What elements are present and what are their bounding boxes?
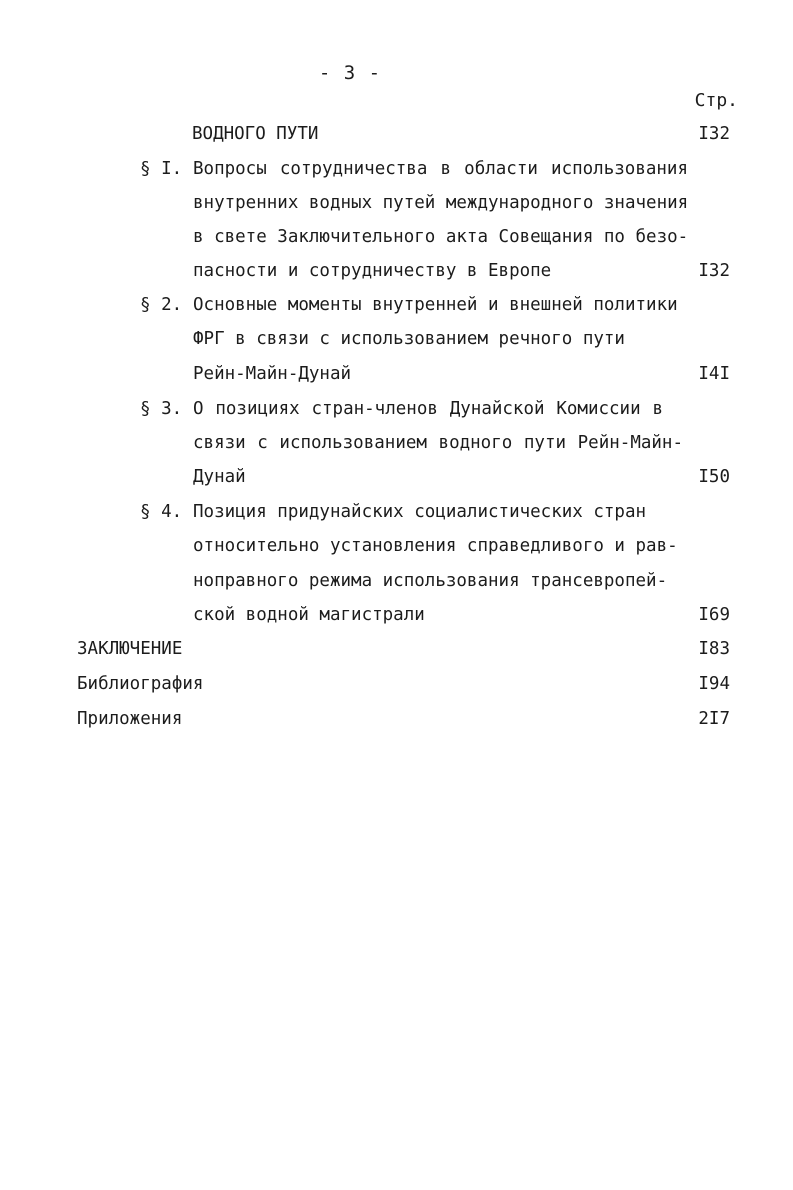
dot-leader [433,601,677,629]
toc-page-number: 2I7 [698,709,730,729]
toc-text-line: внутренних водных путей международного значения [193,193,689,213]
section-marker: § 4. [140,502,183,522]
toc-text-line: относительно установления справедливого и рав- [193,536,678,556]
toc-text-line: Вопросы сотрудничества в области использования [193,159,688,179]
toc-text-line: ФРГ в связи с использованием речного пути [193,329,625,349]
toc-text-line: Основные моменты внутренней и внешней политики [193,295,678,315]
toc-entry-text: Приложения [77,709,183,729]
toc-entry-text: Дунай [193,467,246,487]
dot-leader [359,360,677,388]
toc-entry-text: Рейн-Майн-Дунай [193,364,352,384]
page-number: - 3 - [318,62,382,84]
toc-entry-text: Библиография [77,674,204,694]
toc-entry-waterway [192,120,683,148]
toc-entry-text: пасности и сотрудничеству в Европе [193,261,552,281]
toc-page-number: I32 [698,261,730,281]
dot-leader [190,635,677,663]
toc-text-line: в свете Заключительного акта Совещания по безо- [193,227,689,247]
toc-entry-section-2 [193,360,683,388]
toc-text-line: связи с использованием водного пути Рейн-Майн- [193,433,683,453]
toc-text-line: ноправного режима использования трансевропей- [193,571,668,591]
toc-entry-text: ВОДНОГО ПУТИ [192,124,319,144]
toc-page-number: I83 [698,639,730,659]
dot-leader [559,257,677,285]
section-marker: § I. [140,159,183,179]
section-marker: § 2. [140,295,183,315]
section-marker: § 3. [140,399,183,419]
dot-leader [190,705,677,733]
page-column-label: Стр. [694,90,738,111]
toc-entry-bibliography [77,670,683,698]
toc-text-line: Позиция придунайских социалистических стран [193,502,647,522]
dot-leader [254,463,677,491]
dot-leader [326,120,677,148]
toc-entry-text: ЗАКЛЮЧЕНИЕ [77,639,183,659]
toc-entry-appendices [77,705,683,733]
toc-entry-section-4 [193,601,683,629]
toc-page-number: I32 [698,124,730,144]
toc-entry-conclusion [77,635,683,663]
toc-page-number: I94 [698,674,730,694]
toc-page-number: I69 [698,605,730,625]
toc-entry-text: ской водной магистрали [193,605,425,625]
toc-page-number: I4I [698,364,730,384]
toc-entry-section-3 [193,463,683,491]
toc-entry-section-1 [193,257,683,285]
toc-page-number: I50 [698,467,730,487]
toc-text-line: О позициях стран-членов Дунайской Комиссии в [193,399,663,419]
dot-leader [211,670,677,698]
